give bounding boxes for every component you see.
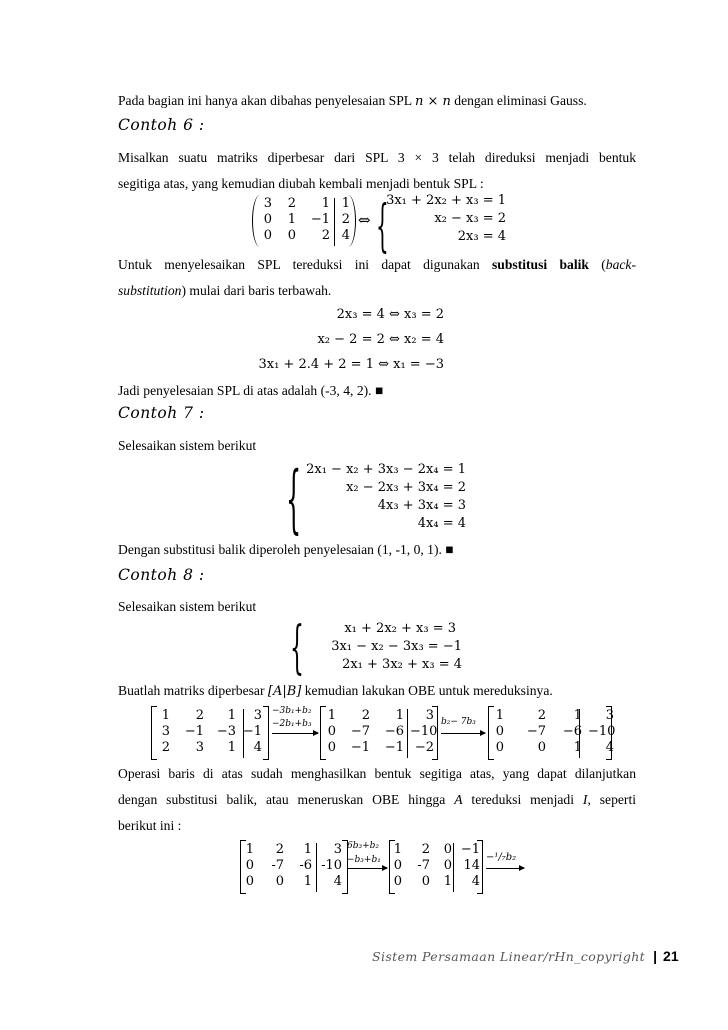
matrix-c [490,708,620,756]
text: ( [588,257,606,272]
matrix-cell: 0 [263,212,272,227]
text: Buatlah matriks diperbesar [118,683,268,698]
matrix-cell: 1 [495,708,504,723]
arrow-icon [272,733,318,734]
system-eq-3: 2x₁ + 3x₂ + x₃ = 4 [342,657,462,672]
example-8-intro: Selesaikan sistem berikut [118,599,257,614]
text: , seperti [587,792,636,807]
system-eq-3: 2x₃ = 4 [457,229,506,244]
matrix-cell: −1 [460,842,480,857]
matrix-cell: 1 [303,874,312,889]
augment-bar [243,709,244,758]
example-6-paragraph-line-2: segitiga atas, yang kemudian diubah kembali menjadi bentuk SPL : [118,176,484,191]
matrix-cell: −10 [588,724,616,739]
matrix-cell: 4 [333,874,342,889]
matrix-cell: 14 [463,858,480,873]
matrix-cell: 0 [393,874,402,889]
matrix-cell: 0 [263,228,272,243]
example-7-conclusion: Dengan substitusi balik diperoleh penyelesaian (1, -1, 0, 1). ■ [118,542,454,557]
matrix-cell: 1 [395,708,404,723]
example-6-matrix [256,196,356,244]
matrix-cell: 3 [263,196,272,211]
system-eq-2: x₂ − 2x₃ + 3x₄ = 2 [346,480,466,495]
matrix-cell: −6 [562,724,582,739]
example-8-paragraph-line-3: berikut ini : [118,818,182,833]
matrix-cell: -7 [271,858,284,873]
example-6-heading: Contoh 6 : [118,116,205,134]
intro-math: n × n [414,94,451,109]
augmented-matrix-symbol: [A|B] [267,684,302,699]
text: dengan substitusi balik, atau meneruskan OBE hingga [118,792,455,807]
iff-symbol: ⇔ [358,211,371,229]
matrix-cell: 0 [287,228,296,243]
solution-line-2: x₂ − 2 = 2 ⇔ x₂ = 4 [317,332,444,347]
matrix-cell: −10 [410,724,438,739]
arrow-icon [441,733,485,734]
matrix-cell: 2 [321,228,330,243]
matrix-cell: −1 [350,740,370,755]
matrix-cell: −1 [310,212,330,227]
augment-bar [316,843,317,892]
matrix-cell: 1 [287,212,296,227]
matrix-cell: −6 [384,724,404,739]
arrow-icon [347,868,387,869]
text: kemudian lakukan OBE untuk mereduksinya. [301,683,553,698]
matrix-e [390,842,486,890]
matrix-cell: 2 [361,708,370,723]
matrix-cell: 1 [161,708,170,723]
augment-bar [453,843,454,892]
matrix-cell: −1 [242,724,262,739]
matrix-cell: 3 [425,708,434,723]
identity-symbol: I [582,792,588,807]
example-7-intro: Selesaikan sistem berikut [118,438,257,453]
system-eq-1: x₁ + 2x₂ + x₃ = 3 [344,621,456,636]
matrix-cell: 0 [495,724,504,739]
matrix-cell: 2 [341,212,350,227]
matrix-cell: −1 [184,724,204,739]
footer-title: Sistem Persamaan Linear/rHn_copyright [372,949,646,964]
matrix-cell: 2 [537,708,546,723]
matrix-cell: 1 [341,196,350,211]
matrix-cell: 0 [443,842,452,857]
matrix-cell: 1 [245,842,254,857]
matrix-cell: −1 [384,740,404,755]
italic-term: back- [605,257,636,272]
page-number: 21 [663,948,679,964]
matrix-cell: 3 [333,842,342,857]
matrix-cell: 0 [245,858,254,873]
example-6-conclusion: Jadi penyelesaian SPL di atas adalah (-3, 4, 2). ■ [118,383,384,398]
matrix-cell: 1 [443,874,452,889]
row-op-label: b₂− 7b₃ [441,717,476,727]
matrix-cell: 1 [303,842,312,857]
matrix-cell: 4 [605,740,614,755]
system-eq-1: 2x₁ − x₂ + 3x₃ − 2x₄ = 1 [306,462,466,477]
matrix-cell: -10 [321,858,342,873]
bold-term: substitusi balik [492,257,589,272]
matrix-cell: 1 [573,740,582,755]
solution-line-1: 2x₃ = 4 ⇔ x₃ = 2 [336,307,444,322]
matrix-cell: 0 [275,874,284,889]
matrix-cell: −7 [350,724,370,739]
system-eq-2: 3x₁ − x₂ − 3x₃ = −1 [331,639,462,654]
matrix-cell: −2 [414,740,434,755]
example-6-paragraph-line-1: Misalkan suatu matriks diperbesar dari SPL 3 × 3 telah direduksi menjadi bentuk [118,150,636,165]
matrix-cell: 0 [421,874,430,889]
matrix-cell: 0 [245,874,254,889]
matrix-cell: 2 [275,842,284,857]
matrix-cell: 1 [327,708,336,723]
matrix-cell: 0 [443,858,452,873]
matrix-cell: 0 [327,724,336,739]
row-op-label: 6b₃+b₂ [347,841,380,851]
row-op-label: −2b₁+b₃ [272,719,312,729]
matrix-b [322,708,440,756]
solution-line-3: 3x₁ + 2.4 + 2 = 1 ⇔ x₁ = −3 [258,357,444,372]
matrix-cell: 4 [471,874,480,889]
text: ) mulai dari baris terbawah. [181,283,332,298]
matrix-a [154,708,268,756]
example-6-paragraph-2-line-2 [118,282,331,300]
matrix-cell: 2 [421,842,430,857]
system-eq-3: 4x₃ + 3x₄ = 3 [377,498,466,513]
matrix-cell: 1 [227,740,236,755]
matrix-cell: 4 [253,740,262,755]
example-8-paragraph-line-2 [118,791,636,809]
row-op-label: −¹/₇b₂ [486,852,517,863]
matrix-cell: 3 [195,740,204,755]
matrix-cell: −7 [526,724,546,739]
matrix-cell: −3 [216,724,236,739]
row-op-label: −b₃+b₁ [347,855,381,865]
matrix-cell: 0 [327,740,336,755]
intro-text-end: dengan eliminasi Gauss. [450,93,587,108]
matrix-cell: 0 [393,858,402,873]
matrix-cell: 3 [605,708,614,723]
augment-bar [579,709,580,758]
page-footer [372,948,679,966]
matrix-cell: -7 [417,858,430,873]
matrix-d [242,842,348,890]
matrix-cell: 0 [495,740,504,755]
text: Untuk menyelesaikan SPL tereduksi ini dapat digunakan [118,257,493,272]
matrix-cell: 1 [321,196,330,211]
matrix-cell: -6 [299,858,312,873]
system-brace: { [286,456,302,543]
augment-bar [407,709,408,758]
matrix-cell: 2 [195,708,204,723]
system-brace: { [290,617,304,682]
italic-term: substitution [118,283,182,298]
system-eq-1: 3x₁ + 2x₂ + x₃ = 1 [386,193,506,208]
matrix-cell: 3 [161,724,170,739]
intro-text: Pada bagian ini hanya akan dibahas penyelesaian SPL [118,93,415,108]
example-6-paragraph-2-line-1 [118,256,636,274]
system-eq-4: 4x₄ = 4 [417,516,466,531]
example-8-instruction [118,682,553,701]
matrix-cell: 0 [537,740,546,755]
matrix-cell: 1 [573,708,582,723]
example-8-paragraph-line-1: Operasi baris di atas sudah menghasilkan bentuk segitiga atas, yang dapat dilanjutkan [118,766,636,781]
matrix-cell: 3 [253,708,262,723]
intro-line [118,92,587,111]
matrix-cell: 1 [227,708,236,723]
system-brace: { [376,192,389,260]
matrix-symbol: A [454,792,463,807]
matrix-cell: 1 [393,842,402,857]
text: tereduksi menjadi [462,792,583,807]
row-op-label: −3b₁+b₂ [272,706,312,716]
arrow-icon [486,868,524,869]
example-7-heading: Contoh 7 : [118,404,205,422]
system-eq-2: x₂ − x₃ = 2 [434,211,506,226]
augment-bar [334,198,335,246]
footer-separator: | [653,948,658,964]
example-8-heading: Contoh 8 : [118,566,205,584]
matrix-cell: 2 [161,740,170,755]
matrix-cell: 4 [341,228,350,243]
matrix-cell: 2 [287,196,296,211]
